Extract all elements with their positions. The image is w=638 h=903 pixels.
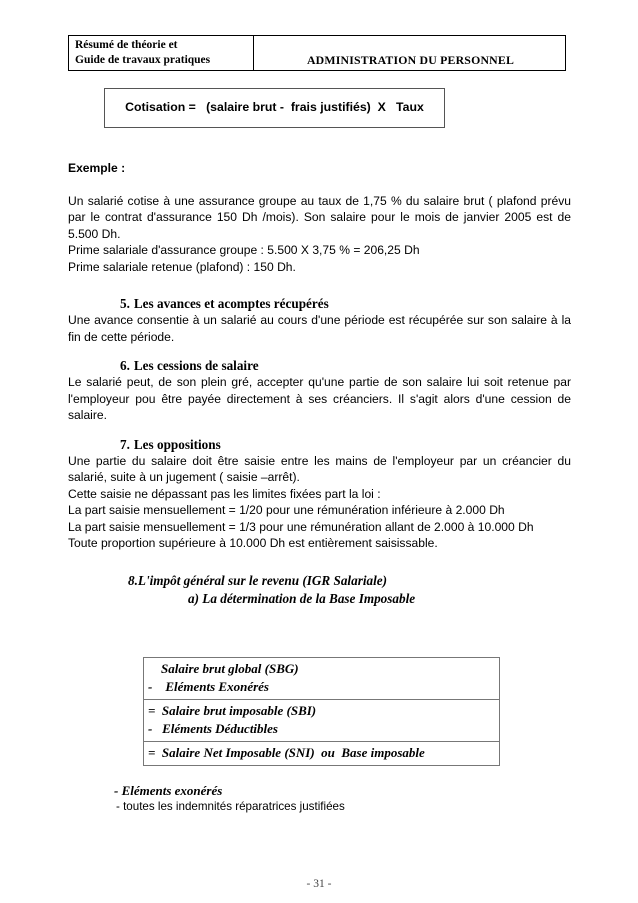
section-6-body: Le salarié peut, de son plein gré, accepter qu'une partie de son salaire lui soit retenue par l'employeur pou être payée directement à ses créanciers. Il s'agit alors d'une cession de salaire.	[68, 375, 571, 422]
header-left-cell	[69, 36, 254, 71]
header-right-cell: ADMINISTRATION DU PERSONNEL	[254, 36, 566, 71]
section-6-number: 6.	[120, 358, 130, 373]
section-6-title: Les cessions de salaire	[133, 358, 259, 373]
section-5-title: Les avances et acomptes récupérés	[133, 296, 329, 311]
document-body	[68, 160, 571, 608]
base-row-cell-3	[144, 742, 500, 766]
section-7-number: 7.	[120, 436, 130, 452]
section-7-line-2: Cette saisie ne dépassant pas les limites fixées part la loi :	[68, 486, 381, 501]
section-5-number: 5.	[120, 296, 130, 311]
document-header-table	[68, 35, 566, 71]
table-row	[144, 742, 500, 766]
elements-exoneres-title: - Eléments exonérés	[114, 783, 223, 798]
example-label: Exemple :	[68, 161, 126, 175]
section-7-title: Les oppositions	[133, 436, 221, 452]
section-5-heading	[68, 295, 571, 312]
header-left-line1: Résumé de théorie et	[75, 39, 178, 51]
base-row-1-line-2: - Eléments Exonérés	[148, 679, 269, 694]
section-7-line-4: La part saisie mensuellement = 1/3 pour une rémunération allant de 2.000 à 10.000 Dh	[68, 519, 534, 534]
section-8-title: L'impôt général sur le revenu (IGR Salariale)	[137, 572, 387, 588]
base-row-1-line-1: Salaire brut global (SBG)	[148, 661, 299, 676]
example-prime-line-1: Prime salariale d'assurance groupe : 5.500 X 3,75 % = 206,25 Dh	[68, 243, 420, 257]
list-item: - toutes les indemnités réparatrices justifiées	[116, 800, 345, 813]
base-imposable-table	[143, 657, 500, 766]
section-8-number: 8.	[128, 572, 138, 588]
table-row	[69, 36, 566, 71]
table-row	[144, 700, 500, 742]
example-paragraph: Un salarié cotise à une assurance groupe au taux de 1,75 % du salaire brut ( plafond prévu par le contrat d'assurance 150 Dh /mois). Son salaire pour le mois de janvier 2005 est de 5.500 Dh.	[68, 193, 571, 241]
section-6-heading	[68, 357, 571, 374]
base-row-cell-1	[144, 658, 500, 700]
section-7-line-5: Toute proportion supérieure à 10.000 Dh est entièrement saisissable.	[68, 536, 438, 550]
header-left-line2: Guide de travaux pratiques	[75, 53, 211, 66]
section-7-line-3: La part saisie mensuellement = 1/20 pour une rémunération inférieure à 2.000 Dh	[68, 503, 505, 517]
base-row-cell-2	[144, 700, 500, 742]
page-footer: - 31 -	[306, 878, 332, 890]
section-7-heading	[68, 436, 571, 453]
example-prime-line-2: Prime salariale retenue (plafond) : 150 Dh.	[68, 259, 296, 274]
table-row	[144, 658, 500, 700]
base-row-2-line-1: = Salaire brut imposable (SBI)	[148, 703, 317, 718]
base-row-2-line-2: - Eléments Déductibles	[148, 721, 278, 736]
base-row-3-line-1: = Salaire Net Imposable (SNI) ou Base imposable	[148, 745, 425, 760]
cotisation-formula-box	[104, 88, 445, 128]
cotisation-formula-text: Cotisation = (salaire brut - frais justifiés) X Taux	[125, 100, 424, 114]
elements-exoneres-block	[114, 782, 534, 815]
section-8-subheading: a) La détermination de la Base Imposable	[188, 590, 416, 606]
section-8-heading	[68, 572, 571, 590]
section-7-body: Une partie du salaire doit être saisie entre les mains de l'employeur par un créancier du salarié, suite à un jugement ( saisie –arrêt).	[68, 453, 571, 484]
section-5-body: Une avance consentie à un salarié au cours d'une période est récupérée sur son salaire à la fin de cette période.	[68, 313, 571, 344]
